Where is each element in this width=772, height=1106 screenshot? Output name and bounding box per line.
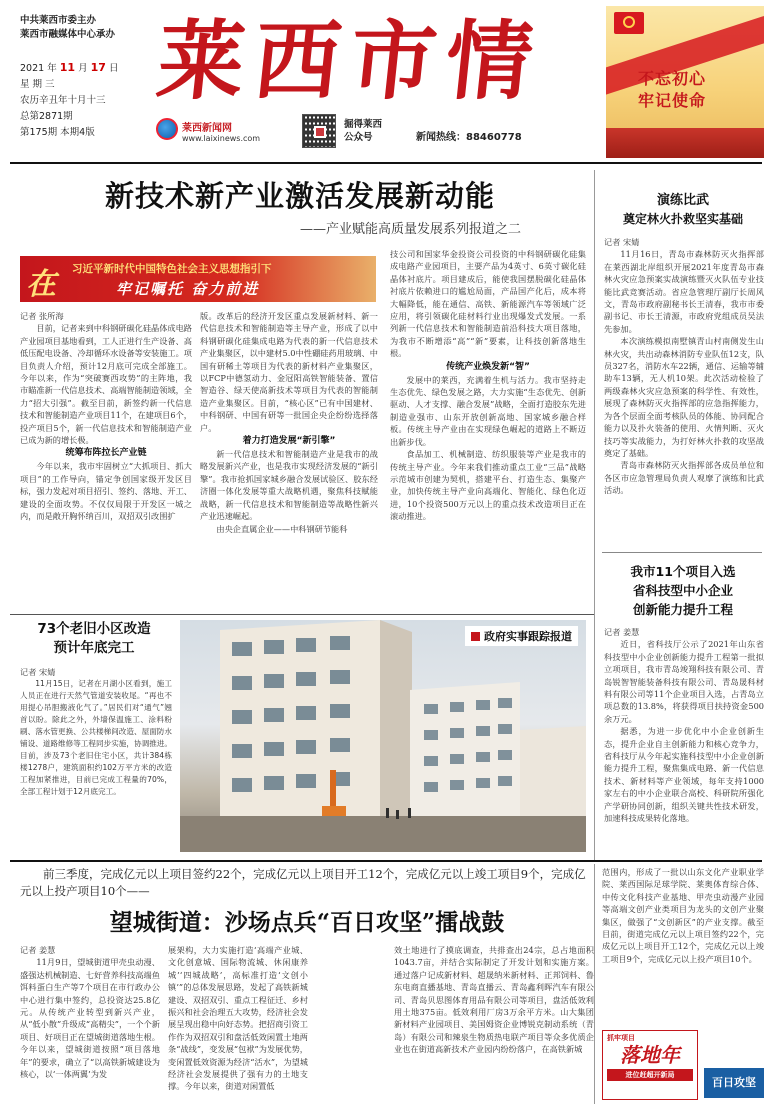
date-day-unit: 日 <box>108 63 119 74</box>
community-byline: 记者 宋婧 <box>20 667 56 677</box>
wangcheng-column-1 <box>20 944 160 1104</box>
drill-p1: 11月16日，青岛市森林防灭火指挥部在莱西湖北岸组织开展2021年度青岛市森林火灾应急预案实战演练暨灭火队伍专业技能比武竞赛活动。省应急管理厅副厅长周风文，青岛市政府副秘书长王清春，我市市委副书记、市长王清源，市政府党组成员吴法先参加。 <box>604 249 764 334</box>
lead-col3-p3: 食品加工、机械制造、纺织服装等产业是我市的传统主导产业。今年来我们推动重点工业“三品”战略示范城市创建为契机，搭建平台、打造生态、集聚产业，加快传统主导产业向高端化、智能化、绿色化迈进，10个投资500万元以上的重点技术改造项目正在滚动推进。 <box>390 449 586 522</box>
lead-col1-p1: 目前，记者来到中科钢研碳化硅晶体成电路产业园项目基地看到，工人正进行生产设备、高低压配电设备、冷却循环水设备等安装施工。项目负责人介绍，预计12月底可完成全部施工。今年以来，作为“突破赛西攻势”的主阵地，我市瞄准新一代信息技术、高端智能制造领域，全力“招大引强”。截至目前，新签约新一代信息技术和智能制造产业项目11个，在建项目6个，投产项目5个，新一代信息技术和智能制造产业已成为新的增长极。 <box>20 323 192 446</box>
tech-title-2: 省科技型中小企业 <box>632 583 733 598</box>
community-photo <box>180 620 586 852</box>
community-title-2: 预计年底完工 <box>53 640 135 656</box>
issue-total: 总第2871期 <box>20 111 73 122</box>
banner-line-1: 习近平新时代中国特色社会主义思想指引下 <box>72 263 272 275</box>
tech-body <box>604 626 764 854</box>
wangcheng-c2: 展架构，大力实施打造‘高端产业城、文化创意城、国际物流城、休闲康养城’‘四城战略’，高标准打造‘文创小镇’”的总体发展思路，发起了高铁新城建设、双招双引、重点工程征迁、乡村振兴和社会治理五大攻势，经济社会发展呈现出稳中向好态势。把招商引资工作作为双招双引和盘活低效闲置土地两条“战线”，变发展“包袱”为发展优势，变闲置低效资源为经济“活水”，为望城经济社会发展提供了强有力的土地支撑。今年以来，街道对闲置低 <box>168 945 308 1092</box>
hundred-day-badge: 百日攻坚 <box>704 1068 764 1098</box>
date-year: 2021 年 <box>20 63 57 74</box>
wangcheng-column-4 <box>602 866 764 1026</box>
slogan-panel <box>606 6 764 158</box>
lead-col1-subhead: 统筹布阵拉长产业链 <box>65 448 147 459</box>
site-url[interactable]: www.laixinews.com <box>182 134 261 143</box>
publisher-line-2: 莱西市融媒体中心承办 <box>20 29 116 40</box>
lead-column-2 <box>200 310 378 610</box>
lead-column-3 <box>390 248 586 610</box>
slogan-1: 不忘初心 <box>638 69 707 88</box>
banner-line-2: 牢记嘱托 奋力前进 <box>116 280 260 298</box>
weekday: 星 期 三 <box>20 79 55 90</box>
slogan-2: 牢记使命 <box>638 91 707 110</box>
tech-byline: 记者 姜慧 <box>604 627 640 637</box>
drill-p3: 青岛市森林防灭火指挥部各成员单位和各区市应急管理局负责人观摩了演练和比武活动。 <box>604 460 764 496</box>
great-hall-silhouette <box>606 128 764 158</box>
stamp-sub: 进位赶超开新局 <box>607 1069 693 1081</box>
photo-tag <box>465 626 578 646</box>
issue-number: 第175期 本期4版 <box>20 127 95 138</box>
qr-label <box>344 118 382 144</box>
lead-subtitle: ——产业赋能高质量发展系列报道之二 <box>300 222 522 237</box>
drill-body <box>604 236 764 548</box>
lunar-date: 农历辛丑年十月十三 <box>20 95 106 106</box>
wangcheng-title: 望城街道：沙场点兵“百日攻坚”擂战鼓 <box>109 909 505 936</box>
hotline-number: 88460778 <box>466 132 522 143</box>
date-day: 17 <box>90 61 106 74</box>
stamp-big: 落地年 <box>620 1043 680 1067</box>
drill-byline: 记者 宋婧 <box>604 237 640 247</box>
wangcheng-column-2 <box>168 944 308 1104</box>
date-month: 11 <box>59 61 76 74</box>
lead-col2-p1: 版。改革后的经济开发区重点发展新材料、新一代信息技术和智能制造等主导产业，形成了以中科钢研碳化硅集成电路为代表的新一代信息技术产业集聚区，以中建材5.0中性硼硅药用玻璃、中国有研稀土等项目为代表的新材料产业集聚区，以FCP中德氢动力、金冠阳高铁智能装备、置信智造谷、绿天使高新技术等项目为代表的智能制造产业集聚区。目前，“核心区”已有中国建材、中科钢研、中国有研等一批国企央企纷纷选择落户。 <box>200 311 378 433</box>
drill-title-1: 演练比武 <box>656 193 709 208</box>
apartment-buildings-illustration <box>180 620 586 852</box>
wangcheng-c4: 范围内，形成了一批以山东文化产业职业学院、莱西国际足球学院、莱奥体育综合体、中传文化科技产业基地、甲壳虫动漫产业园等高端文创产业类项目为龙头的文创产业聚集区，做强了“文创新区”的产业支撑。截至目前，街道完成亿元以上项目签约22个，完成亿元以上项目开工12个，完成亿元以上竣工项目9个，完成亿元以上投产项目10个。 <box>602 867 764 964</box>
bottom-right-divider <box>594 864 595 1104</box>
drill-rule <box>602 552 762 553</box>
lead-title: 新技术新产业激活发展新动能 <box>104 179 495 213</box>
photo-tag-label: 政府实事跟踪报道 <box>484 630 572 643</box>
site-logo <box>156 118 178 140</box>
lead-col2-p2: 新一代信息技术和智能制造产业是我市的战略发展新兴产业，也是我市实现经济发展的“新引擎”。我市抢抓国家城乡融合发展试验区、胶东经济圈一体化发展等重大战略机遇，聚焦科技赋能战略，新一代信息技术和智能制造等战略性新兴产业迅速崛起。 <box>200 449 378 522</box>
bottom-section-rule <box>10 860 762 862</box>
community-title-1: 73个老旧小区改造 <box>37 621 151 637</box>
date-month-unit: 月 <box>78 63 88 74</box>
banner-big-char: 在 <box>26 267 56 302</box>
lead-col3-p1: 技公司和国家华金投资公司投资的中科钢研碳化硅集成电路产业园项目，主要产品为4英寸、6英寸碳化硅晶体衬底片。项目建成后，能使我国摆脱碳化硅晶体衬底片依赖进口的尴尬局面，产品国产化后，成本将大幅降低，能在通信、高铁、新能源汽车等领域广泛应用，将引领碳化硅材料行业出现爆发式发展。一系列新一代信息技术和智能制造前沿科技大项目落地，为我市不断增添“高”“新”要素，让科技创新落地生根。 <box>390 249 586 359</box>
red-square-icon <box>471 632 480 641</box>
tech-title <box>602 562 764 619</box>
community-title <box>14 620 174 658</box>
wangcheng-intro: 前三季度，完成亿元以上项目签约22个，完成亿元以上项目开工12个，完成亿元以上竣工项目9个，完成亿元以上投产项目10个—— <box>20 867 586 898</box>
wangcheng-column-3 <box>394 944 594 1104</box>
publisher-line-1: 中共莱西市委主办 <box>20 15 97 26</box>
tech-title-1: 我市11个项目入选 <box>630 564 736 579</box>
hotline <box>416 128 522 143</box>
masthead-rule <box>10 162 762 164</box>
lead-col2-subhead: 着力打造发展“新引擎” <box>242 436 336 447</box>
qr-label-1: 掘得莱西 <box>344 119 383 130</box>
wangcheng-byline: 记者 姜慧 <box>20 945 56 955</box>
wangcheng-c1: 11月9日，望城街道甲壳虫动漫、盛强达机械制造、七好营养科技高端鱼饵料蛋白生产等7个项目在市行政办公中心进行集中签约，总投资达25.8亿元。从传统产业转型到新兴产业，从“低小散”升级成“高精尖”，一个个新项目、好项目正在望城街道落地生根。今年以来，望城街道按照“项目落地年”的要求，确立了“以高铁新城建设为核心，以‘一体两翼’为发 <box>20 957 160 1080</box>
site-name[interactable]: 莱西新闻网 <box>182 123 232 134</box>
party-emblem-icon <box>614 12 644 34</box>
lead-col3-p2: 发展中的莱西，充满着生机与活力。我市坚持走生态优先、绿色发展之路，大力实施“生态优先、创新驱动、人才支撑、融合发展”战略，全面打造胶东先进制造业强市、山东开放创新高地、国家城乡融合样板。传统主导产业由在实现绿色崛起的道路上不断迈出新步伐。 <box>390 374 586 447</box>
tech-p2: 据悉，为进一步优化中小企业创新生态，提升企业自主创新能力和核心竞争力，省科技厅从今年起实施科技型中小企业创新能力提升工程，聚焦集成电路、新一代信息技术、新材料等产业领域，每年支持1000家左右的中小企业联合高校、科研院所强化产学研协同创新，组织关键共性技术研发，加速科技成果转化落地。 <box>604 726 764 824</box>
drill-title <box>602 192 764 228</box>
right-column-divider <box>594 170 595 860</box>
lead-col3-subhead: 传统产业焕发新“智” <box>446 361 530 372</box>
lead-column-1 <box>20 310 192 610</box>
theme-banner <box>20 256 376 302</box>
stamp-top: 抓牢项目 <box>607 1034 635 1042</box>
project-year-stamp <box>602 1030 698 1100</box>
tech-p1: 近日，省科技厅公示了2021年山东省科技型中小企业创新能力提升工程第一批拟立项项目，我市青岛竣翔科技有限公司、青岛锐智智能装备科技有限公司、青岛晟科材料有限公司等11个企业项目入选，占青岛立项总数的13.8%，将获得项目扶持资金500余万元。 <box>604 639 764 724</box>
wangcheng-c3: 效土地进行了摸底调查，共排查出24宗，总占地面积1043.7亩，并结合实际制定了开发计划和实施方案。通过落户记成新材料、超晟纳米新材料、正邦饲料、鲁东电商直播基地、青岛直播云、青岛鑫利晖汽车有限公司、青岛贝思图体育用品有限公司等项目，盘活低效利用土地375亩。低效利用厂房3万余平方米。山大集团新材料产业园项目、美国姆资企业博锐克制动系统（青岛）有限公司和辣泉生物质热电联产项目等众多优质企业也在街道高新技术产业园内纷纷落户，在高铁新城 <box>394 945 594 1055</box>
lead-col1-p2: 今年以来，我市牢固树立“大抓项目、抓大项目”的工作导向，锚定争创国家级开发区目标，强力发起对项目招引、签约、落地、开工、建设的全面攻势。不仅仅局限于开发区一城之内，而是敞开胸怀纳百川，双招双引改围扩 <box>20 461 192 522</box>
community-body <box>20 666 172 848</box>
tech-title-3: 创新能力提升工程 <box>632 602 733 617</box>
drill-p2: 本次演练模拟南墅镇青山村南侧发生山林火灾，共出动森林消防专业队伍12支，队员327名，消防水车22辆，通信、运输等辅助车13辆，无人机10架。此次活动检验了两级森林火灾应急预案的科学性、有效性，展现了森林防灭火指挥部的应急指挥能力，为各个层面全面考核队员的体能、协同配合能力以及扑火装备的使用、火情判断、灭火技巧等实战能力，为打好林火扑救的攻坚战奠定了基础。 <box>604 336 764 458</box>
publisher-info <box>20 14 180 42</box>
community-p1: 11月15日，记者在月湖小区看到，施工人员正在进行天然气管道安装收尾。“再也不用提心吊胆搬液化气了。”居民们对“通气”翘首以盼。除此之外，外墙保温施工、涂料粉刷、落水管更换、公共楼梯间改造、屋面防水铺设、道路维修等工程同步实施，协调推进。目前，涉及73个老旧住宅小区，共计384栋楼1278户，建筑面积约102万平方米的改造工程加紧推进，目前已完成工程量的70%，全部工程计划于12月底完工。 <box>20 679 172 797</box>
qr-label-2: 公众号 <box>344 132 373 143</box>
lead-bottom-rule <box>10 614 594 615</box>
qr-code[interactable] <box>302 114 336 148</box>
lead-byline: 记者 张所海 <box>20 311 64 321</box>
qr-center <box>314 126 326 138</box>
lead-col2-p3: 由央企直属企业——中科钢研节能科 <box>216 523 348 534</box>
hotline-label: 新闻热线： <box>416 132 466 143</box>
newspaper-title: 莱西市情 <box>152 11 548 112</box>
drill-title-2: 奠定林火扑救坚实基础 <box>622 212 743 226</box>
